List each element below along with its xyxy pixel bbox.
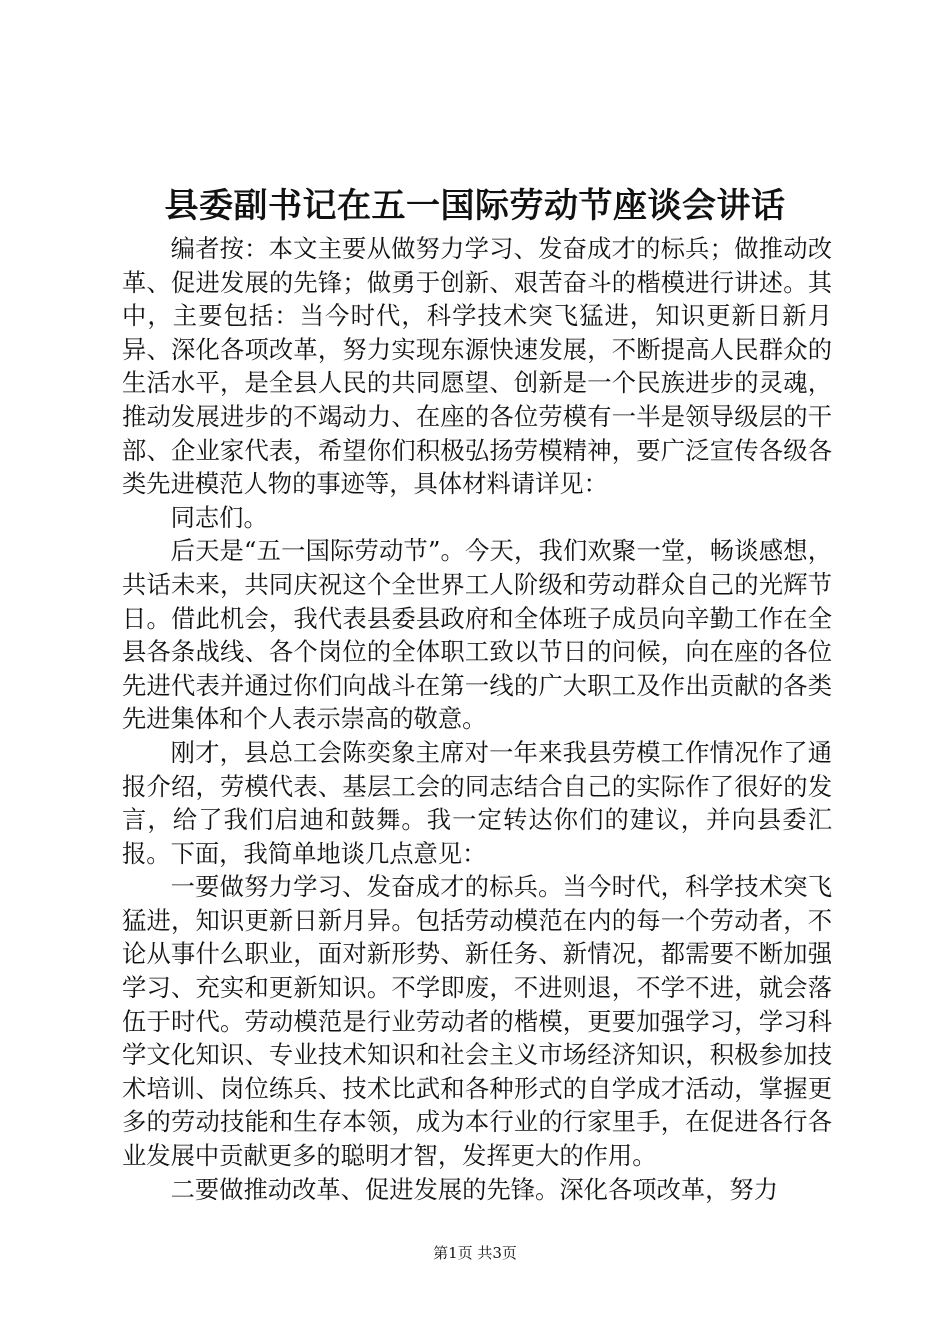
paragraph-greeting: 后天是“五一国际劳动节”。今天，我们欢聚一堂，畅谈感想，共话未来，共同庆祝这个全世界工人阶级和劳动群众自己的光辉节日。借此机会，我代表县委县政府和全体班子成员向辛勤工作在全县各条战线、各个岗位的全体职工致以节日的问候，向在座的各位先进代表并通过你们向战斗在第一线的广大职工及作出贡献的各类先进集体和个人表示崇高的敬意。 <box>122 536 832 734</box>
paragraph-editor-note: 编者按：本文主要从做努力学习、发奋成才的标兵；做推动改革、促进发展的先锋；做勇于创新、艰苦奋斗的楷模进行讲述。其中，主要包括：当今时代，科学技术突飞猛进，知识更新日新月异、深化各项改革，努力实现东源快速发展，不断提高人民群众的生活水平，是全县人民的共同愿望、创新是一个民族进步的灵魂，推动发展进步的不竭动力、在座的各位劳模有一半是领导级层的干部、企业家代表，希望你们积极弘扬劳模精神，要广泛宣传各级各类先进模范人物的事迹等，具体材料请详见： <box>122 234 832 499</box>
paragraph-point-two: 二要做推动改革、促进发展的先锋。深化各项改革，努力 <box>170 1174 779 1204</box>
page-number-footer: 第1页 共3页 <box>433 1244 517 1262</box>
paragraph-introduction: 刚才，县总工会陈奕象主席对一年来我县劳模工作情况作了通报介绍，劳模代表、基层工会的同志结合自己的实际作了很好的发言，给了我们启迪和鼓舞。我一定转达你们的建议，并向县委汇报。下面，我简单地谈几点意见： <box>122 737 832 868</box>
document-title: 县委副书记在五一国际劳动节座谈会讲话 <box>164 186 786 226</box>
paragraph-point-one: 一要做努力学习、发奋成才的标兵。当今时代，科学技术突飞猛进，知识更新日新月异。包括劳动模范在内的每一个劳动者，不论从事什么职业，面对新形势、新任务、新情况，都需要不断加强学习、充实和更新知识。不学即废，不进则退，不学不进，就会落伍于时代。劳动模范是行业劳动者的楷模，更要加强学习，学习科学文化知识、专业技术知识和社会主义市场经济知识，积极参加技术培训、岗位练兵、技术比武和各种形式的自学成才活动，掌握更多的劳动技能和生存本领，成为本行业的行家里手，在促进各行各业发展中贡献更多的聪明才智，发挥更大的作用。 <box>122 872 832 1171</box>
paragraph-salutation: 同志们。 <box>170 502 268 532</box>
document-body <box>122 232 832 1206</box>
